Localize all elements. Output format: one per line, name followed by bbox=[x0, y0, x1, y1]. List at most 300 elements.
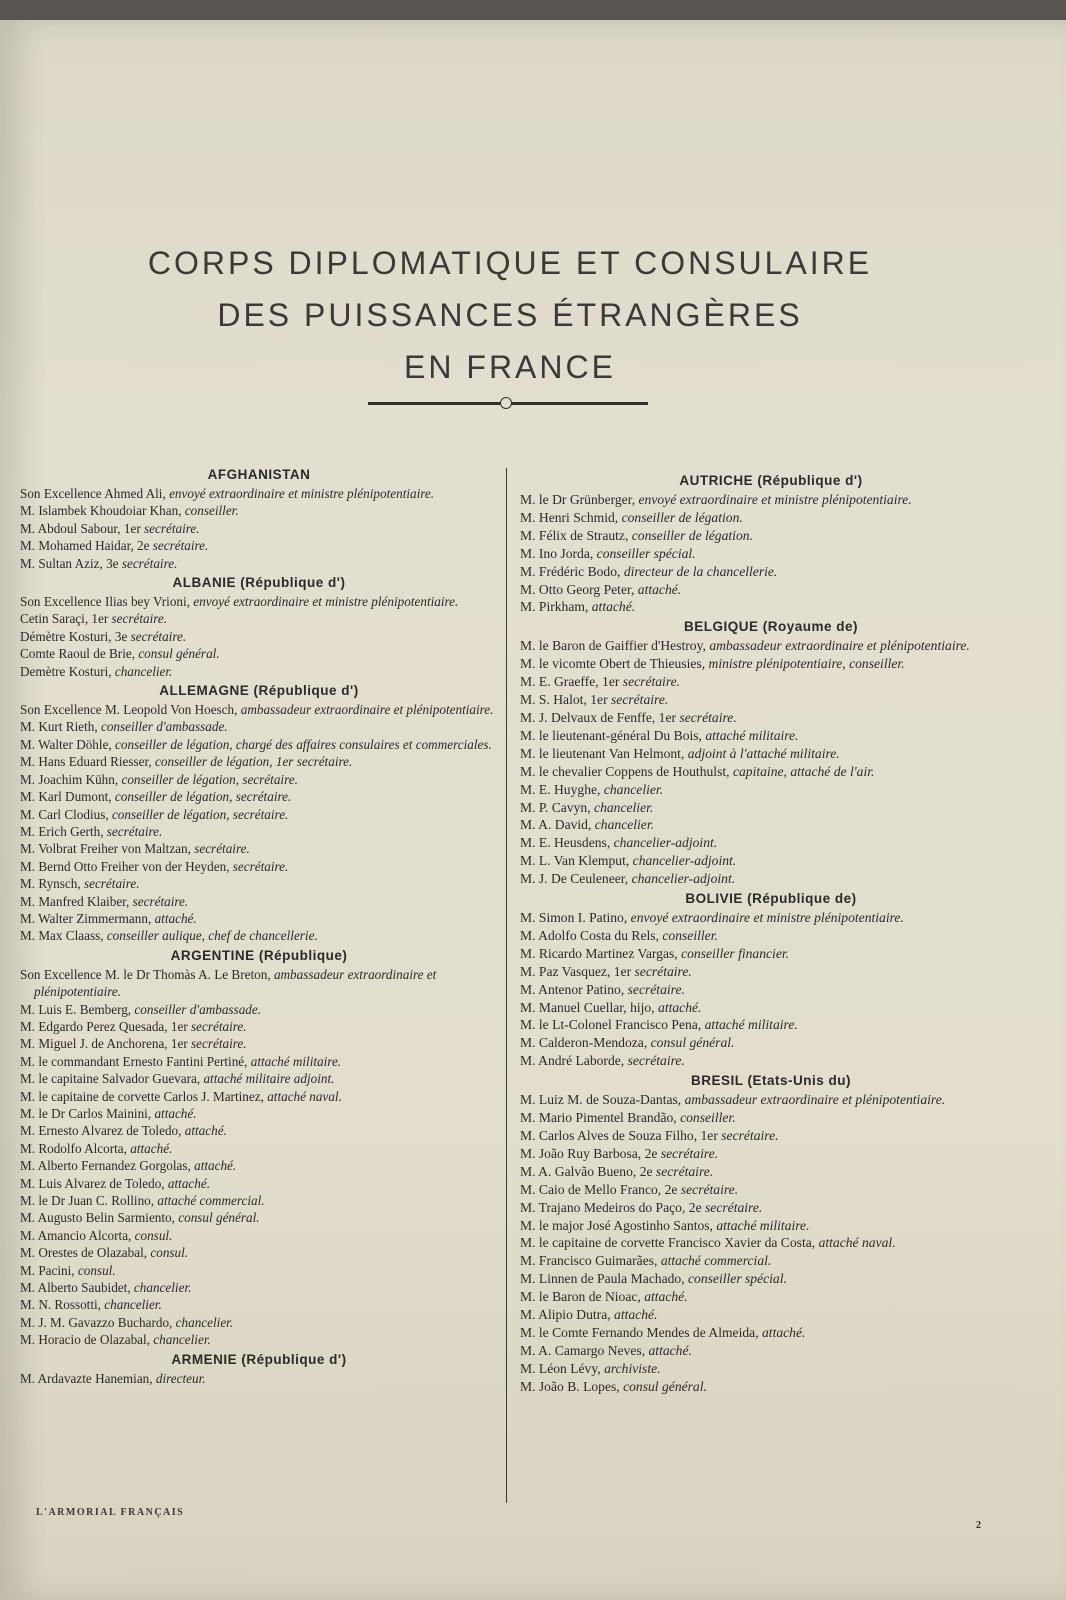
diplomat-role: attaché. bbox=[762, 1324, 806, 1340]
diplomat-name: M. Félix de Strautz, bbox=[520, 527, 632, 543]
diplomat-name: M. Mohamed Haidar, 2e bbox=[20, 538, 153, 554]
diplomat-role: consul général. bbox=[178, 1210, 260, 1226]
diplomat-entry bbox=[20, 1070, 498, 1087]
diplomat-name: M. Edgardo Perez Quesada, 1er bbox=[20, 1018, 192, 1034]
diplomat-name: M. Manfred Klaiber, bbox=[20, 893, 133, 909]
diplomat-role: secrétaire. bbox=[130, 628, 187, 644]
diplomat-entry bbox=[520, 834, 1022, 852]
diplomat-name: M. le chevalier Coppens de Houthulst, bbox=[520, 763, 733, 779]
diplomat-role: secrétaire. bbox=[121, 555, 178, 571]
diplomat-role: attaché naval. bbox=[818, 1235, 896, 1251]
diplomat-role: directeur de la chancellerie. bbox=[623, 563, 778, 579]
diplomat-role: consul général. bbox=[650, 1035, 735, 1051]
diplomat-role: attaché. bbox=[167, 1175, 211, 1191]
diplomat-entry bbox=[520, 852, 1022, 870]
diplomat-entry bbox=[520, 870, 1022, 888]
diplomat-name: M. le Lt-Colonel Francisco Pena, bbox=[520, 1017, 705, 1033]
diplomat-entry bbox=[520, 1270, 1022, 1288]
diplomat-name: M. Luis Alvarez de Toledo, bbox=[20, 1175, 168, 1191]
diplomat-name: M. le capitaine de corvette Francisco Xavier da Costa, bbox=[520, 1235, 819, 1251]
country-heading: ALBANIE (République d') bbox=[172, 575, 346, 591]
country-section bbox=[20, 464, 498, 572]
diplomat-entry bbox=[20, 1227, 498, 1244]
diplomat-name: M. Augusto Belin Sarmiento, bbox=[20, 1210, 179, 1226]
diplomat-entry bbox=[20, 628, 498, 645]
diplomat-name: M. le capitaine Salvador Guevara, bbox=[20, 1071, 204, 1087]
diplomat-name: M. Ino Jorda, bbox=[520, 545, 597, 561]
country-section bbox=[520, 470, 1022, 616]
diplomat-role: chancelier-adjoint. bbox=[631, 871, 736, 887]
diplomat-role: conseiller. bbox=[680, 1110, 736, 1126]
diplomat-name: M. Luiz M. de Souza-Dantas, bbox=[520, 1092, 685, 1108]
page-title bbox=[0, 237, 1020, 393]
diplomat-name: M. J. Delvaux de Fenffe, 1er bbox=[520, 709, 680, 725]
diplomat-role: adjoint à l'attaché militaire. bbox=[687, 745, 840, 761]
diplomat-entry bbox=[520, 781, 1022, 799]
diplomat-role: conseiller. bbox=[662, 927, 718, 943]
diplomat-entry bbox=[520, 1091, 1022, 1109]
diplomat-role: directeur. bbox=[155, 1370, 206, 1386]
country-heading: AFGHANISTAN bbox=[207, 467, 311, 482]
diplomat-name: M. Antenor Patino, bbox=[520, 981, 628, 997]
diplomat-name: M. Simon I. Patino, bbox=[520, 910, 631, 926]
diplomat-name: M. L. Van Klemput, bbox=[520, 853, 633, 869]
diplomat-role: secrétaire. bbox=[111, 611, 168, 627]
footer-publication: L'ARMORIAL FRANÇAIS bbox=[36, 1507, 185, 1518]
diplomat-entry bbox=[520, 563, 1022, 581]
diplomat-entry bbox=[20, 1088, 498, 1105]
diplomat-name: M. le lieutenant-général Du Bois, bbox=[520, 727, 706, 743]
diplomat-name: M. E. Heusdens, bbox=[520, 835, 614, 851]
diplomat-name: M. Luis E. Bemberg, bbox=[20, 1001, 135, 1017]
diplomat-role: conseiller de légation. bbox=[621, 509, 743, 525]
diplomat-role: ministre plénipotentiaire, conseiller. bbox=[708, 656, 905, 672]
diplomat-name: M. Alipio Dutra, bbox=[520, 1307, 615, 1323]
diplomat-role: attaché commercial. bbox=[157, 1193, 265, 1209]
diplomat-entry bbox=[520, 1127, 1022, 1145]
diplomat-name: M. E. Graeffe, 1er bbox=[520, 674, 623, 690]
diplomat-role: secrétaire. bbox=[194, 841, 250, 857]
diplomat-name: M. le Baron de Nioac, bbox=[520, 1289, 645, 1305]
diplomat-entry bbox=[20, 1209, 498, 1226]
diplomat-name: M. le capitaine de corvette Carlos J. Martinez, bbox=[20, 1088, 268, 1104]
diplomat-name: M. Mario Pimentel Brandão, bbox=[520, 1110, 681, 1126]
diplomat-name: M. Carl Clodius, bbox=[20, 806, 112, 822]
diplomat-name: M. João B. Lopes, bbox=[520, 1378, 624, 1394]
diplomat-role: envoyé extraordinaire et ministre plénipotentiaire. bbox=[193, 594, 459, 610]
diplomat-entry bbox=[20, 1053, 498, 1070]
diplomat-entry bbox=[520, 799, 1022, 817]
diplomat-name: Son Excellence M. Leopold Von Hoesch, bbox=[20, 702, 241, 718]
country-section bbox=[20, 572, 498, 680]
diplomat-entry bbox=[20, 537, 498, 554]
diplomat-entry bbox=[520, 509, 1022, 527]
diplomat-role: conseiller financier. bbox=[681, 945, 790, 961]
diplomat-role: attaché militaire. bbox=[250, 1053, 342, 1069]
diplomat-name: M. J. De Ceuleneer, bbox=[520, 871, 632, 887]
diplomat-entry bbox=[20, 840, 498, 857]
diplomat-entry bbox=[20, 927, 498, 944]
diplomat-name: M. Henri Schmid, bbox=[520, 509, 622, 525]
diplomat-entry bbox=[520, 1342, 1022, 1360]
diplomat-entry bbox=[20, 966, 498, 1001]
diplomat-name: M. A. David, bbox=[520, 817, 595, 833]
country-heading: BELGIQUE (Royaume de) bbox=[683, 619, 859, 635]
diplomat-entry bbox=[20, 1244, 498, 1261]
diplomat-role: ambassadeur extraordinaire et plénipotentiaire. bbox=[684, 1092, 946, 1108]
diplomat-name: M. le Comte Fernando Mendes de Almeida, bbox=[520, 1324, 762, 1340]
diplomat-name: M. le Dr Grünberger, bbox=[520, 492, 639, 507]
diplomat-entry bbox=[20, 893, 498, 910]
diplomat-entry bbox=[520, 1109, 1022, 1127]
diplomat-name: M. Otto Georg Peter, bbox=[520, 581, 638, 597]
diplomat-name: M. le vicomte Obert de Thieusies, bbox=[520, 656, 709, 672]
country-section bbox=[520, 616, 1022, 888]
divider-ornament-icon bbox=[500, 397, 512, 409]
diplomat-role: secrétaire. bbox=[627, 981, 685, 997]
diplomat-role: envoyé extraordinaire et ministre plénipotentiaire. bbox=[630, 910, 904, 926]
diplomat-entry bbox=[520, 1234, 1022, 1252]
diplomat-role: ambassadeur extraordinaire et plénipotentiaire. bbox=[240, 702, 494, 718]
diplomat-entry bbox=[20, 645, 498, 662]
diplomat-role: archiviste. bbox=[604, 1360, 661, 1376]
diplomat-entry bbox=[20, 1314, 498, 1331]
country-heading: AUTRICHE (République d') bbox=[679, 473, 863, 488]
diplomat-entry bbox=[20, 1192, 498, 1209]
diplomat-role: conseiller de légation, 1er secrétaire. bbox=[155, 754, 353, 770]
diplomat-name: Cetin Saraçi, 1er bbox=[20, 611, 112, 627]
diplomat-name: M. Miguel J. de Anchorena, 1er bbox=[20, 1036, 192, 1052]
diplomat-role: chancelier. bbox=[114, 663, 173, 679]
diplomat-role: secrétaire. bbox=[655, 1163, 714, 1179]
diplomat-entry bbox=[20, 718, 498, 735]
diplomat-entry bbox=[20, 701, 498, 718]
diplomat-role: attaché. bbox=[637, 581, 682, 597]
diplomat-role: attaché. bbox=[154, 1106, 197, 1121]
diplomat-role: attaché. bbox=[194, 1158, 237, 1174]
diplomat-name: Son Excellence M. le Dr Thomàs A. Le Breton, bbox=[20, 966, 274, 982]
diplomat-role: attaché militaire adjoint. bbox=[203, 1071, 335, 1087]
diplomat-entry bbox=[520, 1378, 1022, 1396]
diplomat-name: M. A. Camargo Neves, bbox=[520, 1342, 649, 1358]
country-heading: BOLIVIE (République de) bbox=[685, 891, 857, 907]
diplomat-name: Comte Raoul de Brie, bbox=[20, 646, 139, 662]
diplomat-name: M. Karl Dumont, bbox=[20, 789, 115, 805]
diplomat-role: attaché. bbox=[644, 1289, 688, 1305]
diplomat-role: secrétaire. bbox=[627, 1053, 685, 1069]
diplomat-entry bbox=[20, 1331, 498, 1348]
diplomat-entry bbox=[20, 663, 498, 680]
diplomat-role: conseiller de légation, chargé des affaires consulaires et commerciales. bbox=[115, 736, 492, 752]
diplomat-name: M. Rynsch, bbox=[20, 876, 84, 892]
diplomat-entry bbox=[520, 745, 1022, 763]
diplomat-name: M. le major José Agostinho Santos, bbox=[520, 1217, 717, 1233]
diplomat-entry bbox=[20, 610, 498, 627]
diplomat-name: Démètre Kosturi, 3e bbox=[20, 628, 131, 644]
diplomat-role: secrétaire. bbox=[634, 963, 692, 979]
diplomat-name: M. Léon Lévy, bbox=[520, 1360, 605, 1376]
country-heading: ARGENTINE (République) bbox=[170, 947, 348, 963]
diplomat-role: secrétaire. bbox=[232, 858, 289, 874]
diplomat-role: consul. bbox=[134, 1227, 173, 1243]
diplomat-entry bbox=[20, 593, 498, 610]
diplomat-role: secrétaire. bbox=[622, 674, 681, 690]
diplomat-role: chancelier. bbox=[594, 799, 654, 815]
diplomat-entry bbox=[520, 1181, 1022, 1199]
diplomat-entry bbox=[20, 555, 498, 572]
title-line-2: DES PUISSANCES ÉTRANGÈRES bbox=[217, 297, 803, 334]
diplomat-role: consul général. bbox=[623, 1378, 707, 1394]
diplomat-entry bbox=[520, 598, 1022, 616]
diplomat-entry bbox=[520, 637, 1022, 655]
diplomat-entry bbox=[520, 709, 1022, 727]
diplomat-name: M. le Baron de Gaiffier d'Hestroy, bbox=[520, 638, 710, 654]
diplomat-role: secrétaire. bbox=[680, 1181, 739, 1197]
diplomat-name: M. Rodolfo Alcorta, bbox=[20, 1140, 131, 1156]
diplomat-name: M. A. Galvão Bueno, 2e bbox=[520, 1163, 656, 1179]
diplomat-role: secrétaire. bbox=[132, 893, 189, 909]
diplomat-entry bbox=[520, 963, 1022, 981]
diplomat-name: M. Linnen de Paula Machado, bbox=[520, 1271, 688, 1287]
diplomat-role: chancelier-adjoint. bbox=[632, 853, 737, 869]
diplomat-name: Demètre Kosturi, bbox=[20, 663, 115, 679]
diplomat-role: conseiller d'ambassade. bbox=[100, 719, 228, 735]
diplomat-role: envoyé extraordinaire et ministre plénipotentiaire. bbox=[638, 492, 912, 507]
diplomat-entry bbox=[520, 999, 1022, 1017]
diplomat-entry bbox=[20, 1175, 498, 1192]
diplomat-name: M. João Ruy Barbosa, 2e bbox=[520, 1145, 661, 1161]
diplomat-role: ambassadeur extraordinaire et plénipotentiaire. bbox=[34, 966, 437, 1000]
diplomat-name: M. Trajano Medeiros do Paço, 2e bbox=[520, 1199, 706, 1215]
diplomat-role: attaché militaire. bbox=[704, 1017, 798, 1033]
title-line-1: CORPS DIPLOMATIQUE ET CONSULAIRE bbox=[147, 245, 873, 282]
diplomat-entry bbox=[520, 927, 1022, 945]
country-section bbox=[20, 680, 498, 945]
diplomat-name: M. Ernesto Alvarez de Toledo, bbox=[20, 1123, 185, 1139]
diplomat-name: M. Carlos Alves de Souza Filho, 1er bbox=[520, 1128, 722, 1143]
diplomat-role: attaché. bbox=[658, 999, 702, 1015]
diplomat-entry bbox=[20, 1262, 498, 1279]
diplomat-entry bbox=[520, 1252, 1022, 1270]
right-column bbox=[520, 470, 1022, 1396]
diplomat-role: capitaine, attaché de l'air. bbox=[732, 763, 875, 779]
diplomat-role: secrétaire. bbox=[83, 876, 140, 892]
diplomat-role: chancelier. bbox=[603, 781, 664, 797]
diplomat-role: consul. bbox=[77, 1262, 116, 1278]
diplomat-name: M. Islambek Khoudoiar Khan, bbox=[20, 503, 185, 519]
diplomat-entry bbox=[520, 1360, 1022, 1378]
column-divider bbox=[506, 468, 507, 1503]
document-page bbox=[0, 20, 1066, 1600]
diplomat-entry bbox=[20, 520, 498, 537]
diplomat-role: envoyé extraordinaire et ministre plénipotentiaire. bbox=[169, 486, 435, 501]
diplomat-role: attaché. bbox=[591, 599, 636, 615]
diplomat-name: M. Calderon-Mendoza, bbox=[520, 1035, 651, 1051]
diplomat-entry bbox=[20, 1001, 498, 1018]
diplomat-name: M. P. Cavyn, bbox=[520, 799, 595, 815]
diplomat-role: conseiller spécial. bbox=[596, 545, 696, 561]
diplomat-entry bbox=[20, 1105, 498, 1122]
diplomat-role: attaché. bbox=[154, 910, 197, 926]
diplomat-entry bbox=[20, 875, 498, 892]
diplomat-entry bbox=[20, 1370, 498, 1387]
country-section bbox=[520, 888, 1022, 1070]
diplomat-name: M. Volbrat Freiher von Maltzan, bbox=[20, 841, 195, 857]
diplomat-name: M. Max Claass, bbox=[20, 928, 107, 944]
diplomat-name: M. le commandant Ernesto Fantini Pertiné, bbox=[20, 1053, 251, 1069]
diplomat-name: M. le Dr Juan C. Rollino, bbox=[20, 1193, 158, 1209]
diplomat-role: conseiller spécial. bbox=[688, 1271, 787, 1287]
diplomat-role: conseiller d'ambassade. bbox=[134, 1001, 262, 1017]
diplomat-entry bbox=[20, 1296, 498, 1313]
diplomat-name: M. Paz Vasquez, 1er bbox=[520, 963, 635, 979]
diplomat-name: M. Pirkham, bbox=[520, 599, 592, 615]
diplomat-entry bbox=[520, 581, 1022, 599]
diplomat-entry bbox=[520, 1199, 1022, 1217]
diplomat-entry bbox=[20, 502, 498, 519]
diplomat-entry bbox=[520, 1324, 1022, 1342]
diplomat-entry bbox=[20, 736, 498, 753]
diplomat-entry bbox=[520, 909, 1022, 927]
diplomat-entry bbox=[520, 545, 1022, 563]
diplomat-entry bbox=[520, 1016, 1022, 1034]
diplomat-entry bbox=[520, 673, 1022, 691]
diplomat-entry bbox=[20, 753, 498, 770]
diplomat-entry bbox=[20, 1018, 498, 1035]
diplomat-role: attaché. bbox=[130, 1140, 173, 1156]
diplomat-name: Son Excellence Ahmed Ali, bbox=[20, 486, 170, 501]
diplomat-name: M. Alberto Saubidet, bbox=[20, 1280, 134, 1296]
country-heading: ARMENIE (République d') bbox=[171, 1351, 347, 1367]
left-column bbox=[20, 464, 498, 1387]
diplomat-role: chancelier. bbox=[133, 1280, 192, 1296]
diplomat-name: M. Pacini, bbox=[20, 1262, 78, 1278]
diplomat-role: conseiller de légation, secrétaire. bbox=[121, 771, 298, 787]
diplomat-role: conseiller. bbox=[184, 503, 239, 519]
diplomat-role: secrétaire. bbox=[705, 1199, 763, 1215]
diplomat-role: attaché commercial. bbox=[660, 1253, 772, 1269]
diplomat-role: attaché. bbox=[648, 1342, 692, 1358]
diplomat-name: M. Sultan Aziz, 3e bbox=[20, 555, 122, 571]
diplomat-entry bbox=[20, 1035, 498, 1052]
diplomat-role: secrétaire. bbox=[144, 520, 200, 536]
diplomat-role: consul général. bbox=[138, 646, 220, 662]
diplomat-name: M. Adolfo Costa du Rels, bbox=[520, 927, 663, 943]
diplomat-role: consul. bbox=[150, 1245, 189, 1261]
diplomat-role: conseiller de légation, secrétaire. bbox=[114, 789, 292, 805]
diplomat-name: M. E. Huyghe, bbox=[520, 781, 604, 797]
diplomat-entry bbox=[520, 1052, 1022, 1070]
diplomat-role: ambassadeur extraordinaire et plénipotentiaire. bbox=[709, 638, 970, 654]
diplomat-role: secrétaire. bbox=[191, 1036, 247, 1052]
diplomat-entry bbox=[20, 858, 498, 875]
diplomat-entry bbox=[20, 806, 498, 823]
diplomat-entry bbox=[520, 816, 1022, 834]
diplomat-name: M. Caio de Mello Franco, 2e bbox=[520, 1181, 681, 1197]
diplomat-role: conseiller de légation, secrétaire. bbox=[111, 806, 289, 822]
diplomat-entry bbox=[520, 1034, 1022, 1052]
diplomat-entry bbox=[520, 527, 1022, 545]
diplomat-role: conseiller de légation. bbox=[631, 527, 753, 543]
diplomat-name: M. Abdoul Sabour, 1er bbox=[20, 520, 145, 536]
diplomat-role: attaché. bbox=[614, 1307, 658, 1323]
diplomat-role: attaché. bbox=[184, 1123, 227, 1139]
diplomat-entry bbox=[20, 1157, 498, 1174]
diplomat-entry bbox=[520, 763, 1022, 781]
diplomat-entry bbox=[20, 485, 498, 502]
diplomat-name: M. le lieutenant Van Helmont, bbox=[520, 745, 688, 761]
diplomat-role: secrétaire. bbox=[679, 709, 737, 725]
diplomat-entry bbox=[520, 945, 1022, 963]
diplomat-role: chancelier. bbox=[594, 817, 655, 833]
diplomat-name: M. Joachim Kühn, bbox=[20, 771, 122, 787]
diplomat-name: M. Erich Gerth, bbox=[20, 823, 107, 839]
diplomat-role: attaché militaire. bbox=[705, 727, 799, 743]
diplomat-entry bbox=[20, 1279, 498, 1296]
diplomat-role: secrétaire. bbox=[152, 538, 209, 554]
diplomat-name: M. Ardavazte Hanemian, bbox=[20, 1370, 156, 1386]
country-heading: ALLEMAGNE (République d') bbox=[159, 683, 359, 699]
diplomat-name: M. Frédéric Bodo, bbox=[520, 563, 624, 579]
diplomat-name: M. Bernd Otto Freiher von der Heyden, bbox=[20, 858, 233, 874]
diplomat-name: M. André Laborde, bbox=[520, 1053, 628, 1069]
diplomat-entry bbox=[520, 691, 1022, 709]
diplomat-name: M. le Dr Carlos Mainini, bbox=[20, 1106, 155, 1121]
diplomat-entry bbox=[20, 823, 498, 840]
diplomat-role: chancelier. bbox=[175, 1314, 234, 1330]
diplomat-name: M. Francisco Guimarães, bbox=[520, 1253, 661, 1269]
diplomat-entry bbox=[20, 1122, 498, 1139]
diplomat-role: chancelier. bbox=[153, 1332, 211, 1348]
diplomat-entry bbox=[520, 727, 1022, 745]
page-number: 2 bbox=[976, 1520, 981, 1531]
diplomat-name: M. Hans Eduard Riesser, bbox=[20, 754, 155, 770]
diplomat-role: secrétaire. bbox=[611, 692, 669, 708]
diplomat-role: secrétaire. bbox=[721, 1128, 779, 1143]
diplomat-name: M. Ricardo Martinez Vargas, bbox=[520, 945, 682, 961]
title-line-3: EN FRANCE bbox=[404, 349, 616, 386]
diplomat-role: chancelier-adjoint. bbox=[613, 835, 718, 851]
diplomat-name: M. Manuel Cuellar, hijo, bbox=[520, 999, 659, 1015]
diplomat-entry bbox=[20, 771, 498, 788]
country-heading: BRESIL (Etats-Unis du) bbox=[690, 1073, 851, 1089]
diplomat-entry bbox=[520, 1306, 1022, 1324]
diplomat-role: secrétaire. bbox=[660, 1145, 719, 1161]
diplomat-entry bbox=[20, 1140, 498, 1157]
diplomat-role: conseiller aulique, chef de chancellerie. bbox=[106, 928, 318, 944]
diplomat-name: M. Alberto Fernandez Gorgolas, bbox=[20, 1158, 195, 1174]
country-section bbox=[20, 1349, 498, 1387]
diplomat-role: attaché naval. bbox=[267, 1088, 342, 1104]
diplomat-entry bbox=[520, 1288, 1022, 1306]
diplomat-name: M. J. M. Gavazzo Buchardo, bbox=[20, 1314, 176, 1330]
country-section bbox=[20, 945, 498, 1349]
diplomat-name: M. Amancio Alcorta, bbox=[20, 1227, 135, 1243]
diplomat-entry bbox=[520, 1163, 1022, 1181]
diplomat-name: Son Excellence Ilias bey Vrioni, bbox=[20, 594, 194, 610]
diplomat-name: M. Walter Döhle, bbox=[20, 736, 116, 752]
diplomat-role: secrétaire. bbox=[191, 1018, 247, 1034]
diplomat-name: M. Kurt Rieth, bbox=[20, 719, 101, 735]
diplomat-name: M. Horacio de Olazabal, bbox=[20, 1332, 154, 1348]
diplomat-name: M. Orestes de Olazabal, bbox=[20, 1245, 151, 1261]
diplomat-name: M. S. Halot, 1er bbox=[520, 692, 611, 708]
diplomat-role: secrétaire. bbox=[106, 823, 163, 839]
diplomat-entry bbox=[520, 1145, 1022, 1163]
diplomat-role: attaché militaire. bbox=[716, 1217, 810, 1233]
diplomat-role: chancelier. bbox=[104, 1297, 162, 1313]
diplomat-name: M. N. Rossotti, bbox=[20, 1297, 105, 1313]
